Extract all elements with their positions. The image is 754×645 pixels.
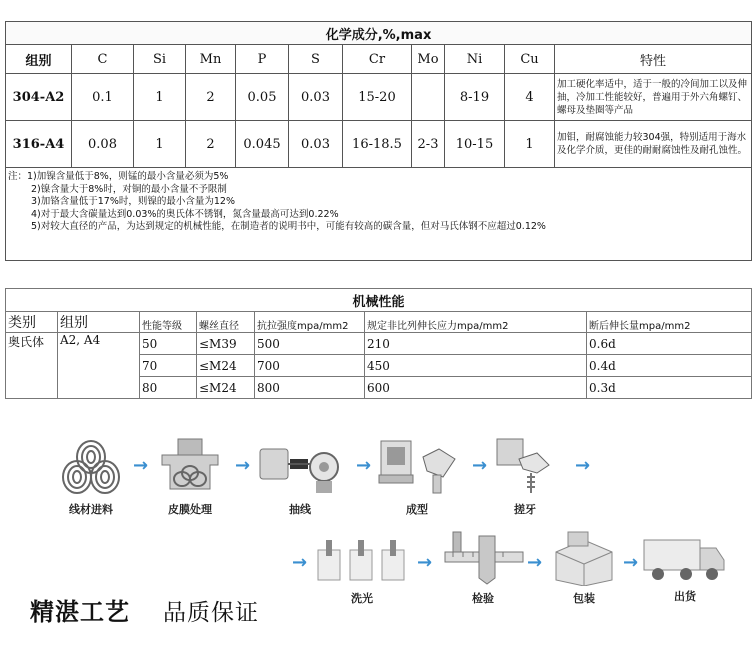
si-cell: 1 xyxy=(134,74,186,121)
ni-cell: 8-19 xyxy=(445,74,505,121)
caliper-icon xyxy=(439,530,527,586)
header-ni: Ni xyxy=(445,45,505,74)
header-p: P xyxy=(236,45,289,74)
p-cell: 0.05 xyxy=(236,74,289,121)
header-s: S xyxy=(289,45,343,74)
step-label: 包装 xyxy=(573,592,595,605)
yield-cell: 450 xyxy=(365,355,587,377)
header-group: 组别 xyxy=(58,312,140,333)
forming-die-icon xyxy=(373,437,461,497)
cu-cell: 4 xyxy=(505,74,555,121)
header-mo: Mo xyxy=(412,45,445,74)
si-cell: 1 xyxy=(134,121,186,168)
mo-cell: 2-3 xyxy=(412,121,445,168)
mechanical-title: 机械性能 xyxy=(6,289,752,312)
note-line: 2)镍含量大于8%时，对铜的最小含量不予限制 xyxy=(31,183,227,195)
arrow-right-icon: → xyxy=(527,552,543,573)
yield-cell: 600 xyxy=(365,377,587,399)
note-line: 注：1)加镍含量低于8%，则锰的最小含量必须为5% xyxy=(8,171,229,182)
step-shipping xyxy=(640,534,730,604)
grade-cell: 50 xyxy=(140,333,197,355)
step-label: 抽线 xyxy=(289,503,311,516)
step-label: 线材进料 xyxy=(69,503,113,516)
tensile-cell: 500 xyxy=(255,333,365,355)
header-si: Si xyxy=(134,45,186,74)
step-label: 成型 xyxy=(406,503,428,516)
yield-cell: 210 xyxy=(365,333,587,355)
step-packaging xyxy=(548,530,620,606)
tensile-cell: 700 xyxy=(255,355,365,377)
step-label: 搓牙 xyxy=(514,503,536,516)
tank-icon xyxy=(154,437,226,497)
step-label: 洗光 xyxy=(351,592,373,605)
truck-icon xyxy=(642,534,728,584)
mechanical-properties-table xyxy=(5,288,752,399)
mechanical-header-row xyxy=(6,312,752,333)
s-cell: 0.03 xyxy=(289,121,343,168)
p-cell: 0.045 xyxy=(236,121,289,168)
mn-cell: 2 xyxy=(186,121,236,168)
step-wire-feeding xyxy=(50,437,132,517)
note-line: 5)对较大直径的产品，为达到规定的机械性能，在制造者的说明书中，可能有较高的碳含量，但对马氏体钢不应超过0.12% xyxy=(31,221,546,233)
header-cr: Cr xyxy=(343,45,412,74)
diameter-cell: ≤M39 xyxy=(197,333,255,355)
step-polishing xyxy=(312,536,412,606)
arrow-right-icon: → xyxy=(356,455,372,476)
category-cell: 奥氏体 xyxy=(6,333,58,399)
arrow-right-icon: → xyxy=(623,552,639,573)
elongation-cell: 0.6d xyxy=(587,333,752,355)
c-cell: 0.08 xyxy=(72,121,134,168)
header-grade: 性能等级 xyxy=(140,312,197,333)
table-row xyxy=(6,333,752,355)
step-film-treatment xyxy=(150,437,230,517)
chemical-header-row xyxy=(6,45,752,74)
chemical-title: 化学成分,%,max xyxy=(6,22,752,45)
arrow-right-icon: → xyxy=(472,455,488,476)
chemical-composition-table xyxy=(5,21,752,261)
table-row xyxy=(6,74,752,121)
step-wire-drawing xyxy=(255,437,345,517)
step-thread-rolling xyxy=(485,437,565,517)
grade-cell: 316-A4 xyxy=(6,121,72,168)
group-cell: A2, A4 xyxy=(58,333,140,399)
note-line: 4)对于最大含碳量达到0.03%的奥氏体不锈钢，氮含量最高可达到0.22% xyxy=(31,208,339,220)
note-line: 3)加铬含量低于17%时，则镍的最小含量为12% xyxy=(31,196,235,208)
elongation-cell: 0.3d xyxy=(587,377,752,399)
arrow-right-icon: → xyxy=(133,455,149,476)
grade-cell: 80 xyxy=(140,377,197,399)
grade-cell: 304-A2 xyxy=(6,74,72,121)
diameter-cell: ≤M24 xyxy=(197,355,255,377)
step-forming xyxy=(372,437,462,517)
header-property: 特性 xyxy=(555,45,752,74)
slogan-bold: 精湛工艺 xyxy=(30,598,130,626)
step-label: 出货 xyxy=(674,590,696,603)
notes xyxy=(6,168,752,261)
mo-cell xyxy=(412,74,445,121)
thread-roller-icon xyxy=(489,437,561,497)
header-diameter: 螺丝直径 xyxy=(197,312,255,333)
cr-cell: 15-20 xyxy=(343,74,412,121)
step-label: 皮膜处理 xyxy=(168,503,212,516)
grade-cell: 70 xyxy=(140,355,197,377)
polishing-icon xyxy=(314,536,410,586)
step-label: 检验 xyxy=(472,592,494,605)
s-cell: 0.03 xyxy=(289,74,343,121)
ni-cell: 10-15 xyxy=(445,121,505,168)
property-description: 加工硬化率适中，适于一般的冷间加工以及伸抽，冷加工性能较好，普遍用于外六角螺钉、螺母及垫圈等产品 xyxy=(555,74,752,121)
drawing-machine-icon xyxy=(256,437,344,497)
header-tensile: 抗拉强度mpa/mm2 xyxy=(255,312,365,333)
arrow-right-icon: → xyxy=(417,552,433,573)
header-group: 组别 xyxy=(6,45,72,74)
elongation-cell: 0.4d xyxy=(587,355,752,377)
slogan-light: 品质保证 xyxy=(163,600,259,626)
wire-coil-icon xyxy=(55,437,127,497)
mn-cell: 2 xyxy=(186,74,236,121)
header-c: C xyxy=(72,45,134,74)
header-yield: 规定非比列伸长应力mpa/mm2 xyxy=(365,312,587,333)
arrow-right-icon: → xyxy=(575,455,591,476)
header-category: 类别 xyxy=(6,312,58,333)
cu-cell: 1 xyxy=(505,121,555,168)
arrow-right-icon: → xyxy=(292,552,308,573)
table-row xyxy=(6,121,752,168)
boxes-icon xyxy=(552,530,616,586)
tensile-cell: 800 xyxy=(255,377,365,399)
cr-cell: 16-18.5 xyxy=(343,121,412,168)
step-inspection xyxy=(438,530,528,606)
header-elongation: 断后伸长量mpa/mm2 xyxy=(587,312,752,333)
header-cu: Cu xyxy=(505,45,555,74)
diameter-cell: ≤M24 xyxy=(197,377,255,399)
header-mn: Mn xyxy=(186,45,236,74)
property-description: 加钼，耐腐蚀能力较304强，特别适用于海水及化学介质，更佳的耐耐腐蚀性及耐孔蚀性。 xyxy=(555,121,752,168)
arrow-right-icon: → xyxy=(235,455,251,476)
c-cell: 0.1 xyxy=(72,74,134,121)
